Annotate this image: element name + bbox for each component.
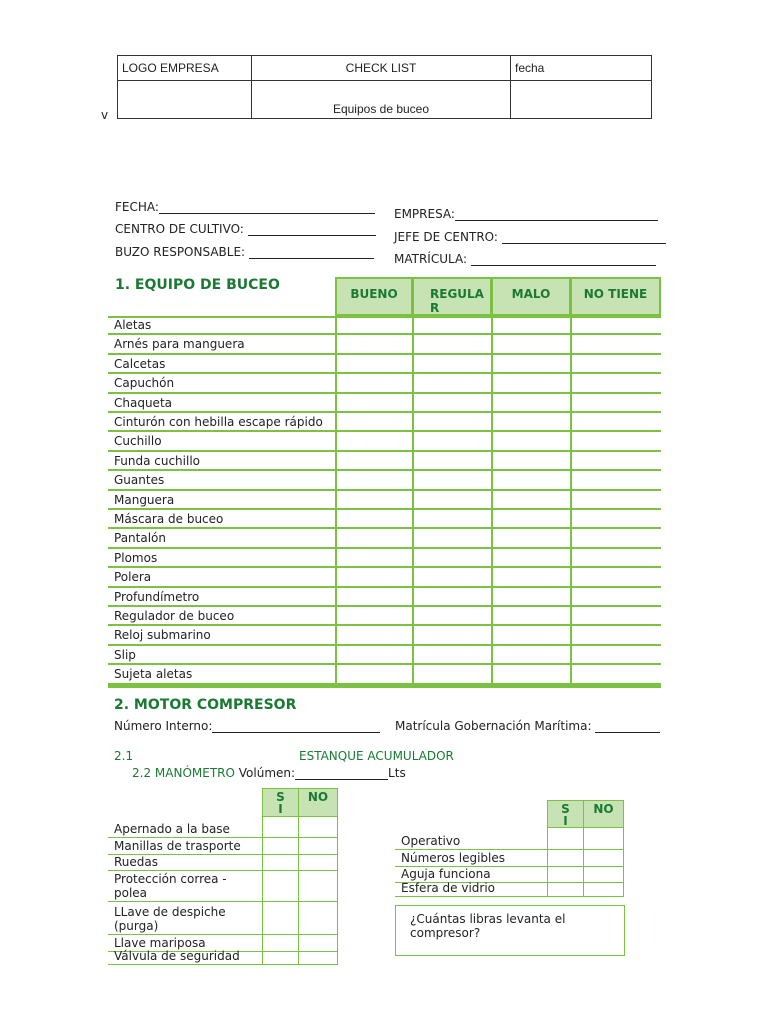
equipment-grid [108, 277, 661, 687]
equipment-item-label: Arnés para manguera [114, 337, 245, 352]
table-row [395, 850, 624, 867]
table-row [108, 838, 338, 855]
col-malo: MALO [491, 277, 571, 316]
checklist-item-label: Ruedas [114, 855, 159, 869]
empresa-field[interactable] [394, 207, 658, 221]
table-row [108, 394, 661, 413]
table-row [108, 871, 338, 902]
grid-divider [412, 277, 414, 687]
compresor-question: ¿Cuántas libras levanta el compresor? [410, 912, 566, 940]
table-row [108, 949, 338, 965]
checklist-item-label: Números legibles [401, 851, 505, 865]
fecha-label: FECHA: [115, 200, 159, 214]
table-row [108, 568, 661, 587]
table-row [108, 607, 661, 626]
buzo-field[interactable] [115, 245, 374, 259]
table-row [108, 855, 338, 871]
logo-empty-cell [118, 81, 252, 119]
matricula-label: MATRÍCULA: [394, 252, 468, 266]
estanque-col-no: NO [298, 788, 338, 817]
fecha-empty-cell [511, 81, 652, 119]
section2-title: 2. MOTOR COMPRESOR [114, 697, 297, 713]
fecha-field[interactable] [115, 200, 375, 214]
manometro-col-no: NO [583, 800, 624, 828]
manometro-title: 2.2 MANÓMETRO [132, 766, 235, 780]
grid-divider [298, 816, 299, 965]
equipment-item-label: Polera [114, 570, 152, 585]
buzo-label: BUZO RESPONSABLE: [115, 245, 246, 259]
equipment-item-label: Aletas [114, 318, 152, 332]
grid-divider [335, 277, 337, 687]
document-subtitle: Equipos de buceo [252, 81, 511, 119]
table-row [108, 626, 661, 645]
equipment-item-label: Cinturón con hebilla escape rápido [114, 415, 323, 429]
checklist-item-label: Válvula de seguridad [114, 949, 240, 963]
table-row [108, 665, 661, 684]
table-row [108, 817, 338, 838]
volumen-label: Volúmen: [238, 766, 296, 780]
matricula-gob-field[interactable] [395, 719, 660, 733]
table-row [395, 828, 624, 850]
logo-cell: LOGO EMPRESA [118, 56, 252, 81]
grid-divider [570, 277, 572, 687]
table-row [108, 316, 661, 335]
jefe-field[interactable] [394, 230, 666, 244]
table-row [108, 471, 661, 490]
equipment-item-label: Capuchón [114, 376, 175, 391]
grid-divider [337, 816, 338, 965]
table-row [108, 491, 661, 510]
grid-bottom-rule [108, 685, 661, 688]
checklist-item-label: Aguja funciona [401, 867, 491, 881]
equipment-item-label: Sujeta aletas [114, 667, 193, 682]
grid-divider [547, 827, 548, 897]
grid-divider [491, 277, 493, 687]
checklist-title: CHECK LIST [252, 56, 511, 81]
section1-title: 1. EQUIPO DE BUCEO [115, 277, 280, 293]
col-bueno: BUENO [335, 277, 413, 316]
checklist-item-label: Protección correa - polea [114, 872, 227, 900]
equipment-item-label: Funda cuchillo [114, 453, 200, 468]
equipment-item-label: Cuchillo [114, 434, 162, 449]
fecha-cell: fecha [511, 56, 652, 81]
equipment-item-label: Calcetas [114, 356, 166, 371]
numero-interno-field[interactable] [114, 719, 380, 733]
grid-header-rule [108, 316, 661, 318]
matricula-gob-label: Matrícula Gobernación Marítima: [395, 719, 592, 733]
checklist-item-label: Apernado a la base [114, 822, 230, 836]
table-row [108, 510, 661, 529]
checklist-item-label: Llave mariposa [114, 936, 206, 950]
table-row [108, 902, 338, 935]
table-row [108, 549, 661, 568]
estanque-title: ESTANQUE ACUMULADOR [299, 749, 454, 763]
equipment-item-label: Manguera [114, 492, 175, 507]
lts-label: Lts [388, 766, 406, 780]
equipment-item-label: Plomos [114, 550, 158, 565]
centro-field[interactable] [115, 222, 376, 236]
grid-divider [262, 816, 263, 965]
equipment-item-label: Guantes [114, 473, 165, 488]
checklist-item-label: Manillas de trasporte [114, 839, 241, 853]
header-table [117, 55, 652, 119]
sub-num: 2.1 [114, 749, 134, 763]
checklist-item-label: Operativo [401, 834, 461, 848]
empresa-label: EMPRESA: [394, 207, 455, 221]
equipment-item-label: Regulador de buceo [114, 609, 235, 623]
table-row [108, 529, 661, 548]
table-row [108, 588, 661, 607]
table-row [108, 413, 661, 432]
table-row [108, 432, 661, 451]
table-row [108, 374, 661, 393]
table-row [108, 452, 661, 471]
equipment-item-label: Reloj submarino [114, 628, 211, 643]
manometro-line[interactable] [132, 766, 406, 780]
checklist-item-label: LLave de despiche (purga) [114, 905, 226, 933]
equipment-item-label: Profundímetro [114, 589, 200, 604]
table-row [108, 355, 661, 374]
matricula-field[interactable] [394, 252, 656, 266]
equipment-item-label: Máscara de buceo [114, 512, 224, 526]
grid-divider [583, 827, 584, 897]
table-row [108, 646, 661, 665]
equipment-item-label: Pantalón [114, 531, 166, 546]
numero-label: Número Interno: [114, 719, 213, 733]
grid-divider [623, 827, 624, 897]
centro-label: CENTRO DE CULTIVO: [115, 222, 244, 236]
table-row [395, 883, 624, 897]
equipment-item-label: Chaqueta [114, 395, 173, 410]
col-no-tiene: NO TIENE [570, 277, 661, 316]
table-row [108, 335, 661, 354]
stray-mark: v [101, 108, 109, 122]
equipment-item-label: Slip [114, 647, 136, 662]
jefe-label: JEFE DE CENTRO: [394, 230, 498, 244]
col-regular: REGULA R [412, 277, 492, 316]
manometro-col-si: S I [547, 800, 584, 828]
compresor-question-box[interactable] [395, 905, 625, 956]
estanque-col-si: S I [262, 788, 299, 817]
checklist-item-label: Esfera de vidrio [401, 881, 496, 895]
